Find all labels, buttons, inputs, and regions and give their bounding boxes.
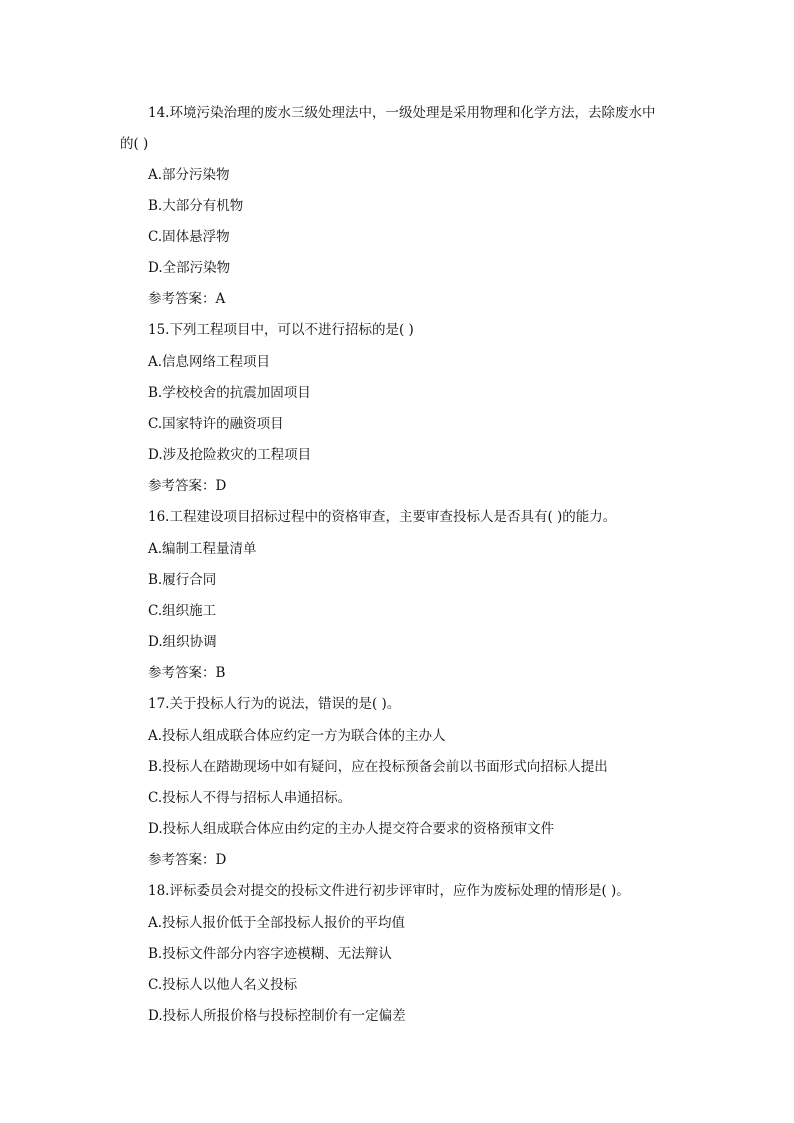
question-14-option-c: C.固体悬浮物: [148, 229, 230, 245]
question-15-option-b: B.学校校舍的抗震加固项目: [148, 385, 311, 401]
question-15-option-a: A.信息网络工程项目: [148, 354, 271, 370]
question-18-option-d: D.投标人所报价格与投标控制价有一定偏差: [148, 1008, 406, 1024]
question-16-option-c: C.组织施工: [148, 603, 217, 619]
question-16-stem: 16.工程建设项目招标过程中的资格审查，主要审查投标人是否具有( )的能力。: [148, 509, 617, 525]
question-14-option-d: D.全部污染物: [148, 260, 231, 276]
question-15-option-d: D.涉及抢险救灾的工程项目: [148, 447, 312, 463]
question-17-option-d: D.投标人组成联合体应由约定的主办人提交符合要求的资格预审文件: [148, 821, 555, 837]
question-16-option-a: A.编制工程量清单: [148, 541, 257, 557]
question-14-answer: 参考答案：A: [148, 291, 226, 307]
question-17-answer: 参考答案：D: [148, 852, 227, 868]
question-15-option-c: C.国家特许的融资项目: [148, 416, 284, 432]
question-16-option-d: D.组织协调: [148, 634, 217, 650]
question-17-option-c: C.投标人不得与招标人串通招标。: [148, 790, 352, 806]
question-18-stem: 18.评标委员会对提交的投标文件进行初步评审时，应作为废标处理的情形是( )。: [148, 883, 630, 899]
question-17-stem: 17.关于投标人行为的说法，错误的是( )。: [148, 696, 401, 712]
question-14-stem-line1: 14.环境污染治理的废水三级处理法中，一级处理是采用物理和化学方法，去除废水中: [148, 105, 656, 121]
question-18-option-c: C.投标人以他人名义投标: [148, 977, 298, 993]
question-14-option-b: B.大部分有机物: [148, 198, 244, 214]
question-17-option-a: A.投标人组成联合体应约定一方为联合体的主办人: [148, 728, 446, 744]
question-15-answer: 参考答案：D: [148, 478, 227, 494]
question-16-option-b: B.履行合同: [148, 572, 217, 588]
question-14-stem-line2: 的( ): [120, 136, 149, 152]
question-18-option-a: A.投标人报价低于全部投标人报价的平均值: [148, 915, 406, 931]
question-15-stem: 15.下列工程项目中，可以不进行招标的是( ): [148, 322, 414, 338]
question-14-option-a: A.部分污染物: [148, 167, 230, 183]
question-18-option-b: B.投标文件部分内容字迹模糊、无法辩认: [148, 946, 392, 962]
question-17-option-b: B.投标人在踏勘现场中如有疑问，应在投标预备会前以书面形式向招标人提出: [148, 759, 608, 775]
question-16-answer: 参考答案：B: [148, 665, 226, 681]
